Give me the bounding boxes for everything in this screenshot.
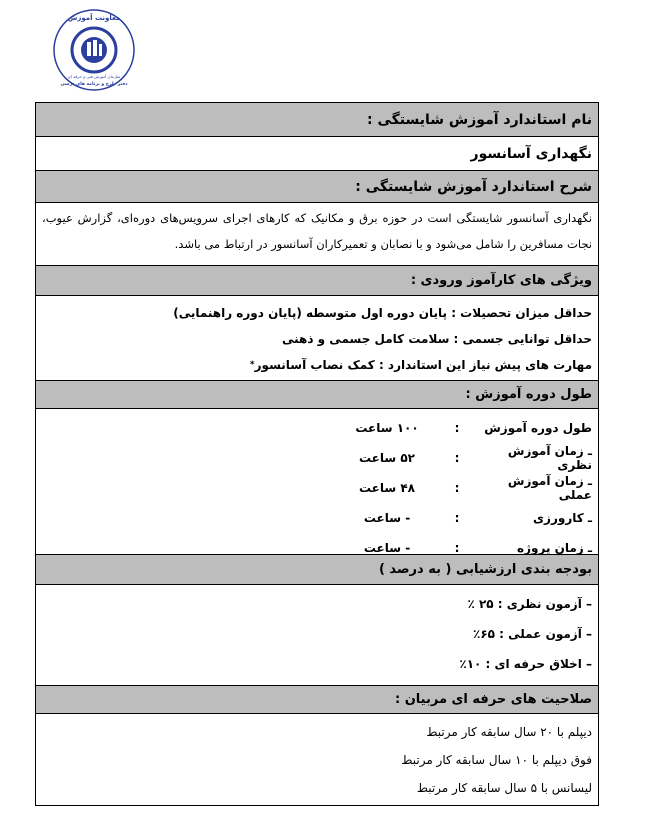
entry-prerequisite [42,352,592,378]
duration-colon: : [454,541,460,555]
entry-education: حداقل میزان تحصیلات : پایان دوره اول متوسطه (پایان دوره راهنمایی) [173,306,592,320]
duration-label: طول دوره آموزش [484,421,592,435]
organization-logo [52,8,136,92]
entry-physical: حداقل توانایی جسمی : سلامت کامل جسمی و ذهنی [281,332,592,346]
trainer-diploma: دیپلم با ۲۰ سال سابقه کار مرتبط [426,725,592,739]
description-header: شرح استاندارد آموزش شایستگی : [36,171,598,203]
duration-value: ۵۲ ساعت [358,451,416,465]
title-value: نگهداری آسانسور [36,137,598,171]
logo-top-text: معاونت آموزش [67,14,121,22]
duration-colon: : [454,481,460,495]
assessment-list [36,585,598,686]
logo-bottom-text: دفتر طرح و برنامه های درسی [60,82,128,87]
entry-characteristics-header: ویژگی های کارآموز ورودی : [36,266,598,296]
duration-label: ـ زمان پروژه [517,541,592,555]
duration-row [42,503,592,533]
assessment-practical: – آزمون عملی : ۶۵٪ [473,627,592,641]
assessment-theory: – آزمون نظری : ۲۵ ٪ [467,597,592,611]
duration-header: طول دوره آموزش : [36,381,598,409]
entry-prerequisite-mark: * [249,360,255,370]
duration-value: - ساعت [363,511,411,525]
trainer-qualifications-list [36,714,598,805]
duration-colon: : [454,421,460,435]
duration-label: ـ زمان آموزش عملی [507,474,592,502]
trainer-associate: فوق دیپلم با ۱۰ سال سابقه کار مرتبط [401,753,592,767]
standard-form [35,102,599,806]
duration-value: ۱۰۰ ساعت [355,421,419,435]
duration-colon: : [454,511,460,525]
trainer-qualifications-header: صلاحیت های حرفه ای مربیان : [36,686,598,714]
entry-characteristics [36,296,598,381]
trainer-bachelor: لیسانس با ۵ سال سابقه کار مرتبط [416,781,592,795]
assessment-ethics: – اخلاق حرفه ای : ۱۰٪ [459,657,592,671]
logo-org-text: سازمان آموزش فنی و حرفه ای [67,74,121,79]
duration-row [42,413,592,443]
assessment-header: بودجه بندی ارزشیابی ( به درصد ) [36,555,598,585]
duration-row [42,473,592,503]
duration-colon: : [454,451,460,465]
duration-value: ۴۸ ساعت [358,481,416,495]
description-text: نگهداری آسانسور شایستگی است در حوزه برق و مکانیک که کارهای اجرای سرویس‌های دوره‌ای، گزارش عیوب، نجات مسافرین را شامل می‌شود و با نصابان و تعمیرکاران آسانسور در ارتباط می باشد. [36,203,598,266]
entry-prerequisite-text: مهارت های پیش نیاز این استاندارد : کمک نصاب آسانسور [254,358,592,372]
duration-label: ـ زمان آموزش نظری [507,444,592,472]
duration-row [42,443,592,473]
duration-label: ـ کارورزی [533,511,592,525]
title-header: نام استاندارد آموزش شایستگی : [36,103,598,137]
duration-value: - ساعت [363,541,411,555]
duration-list [36,409,598,555]
